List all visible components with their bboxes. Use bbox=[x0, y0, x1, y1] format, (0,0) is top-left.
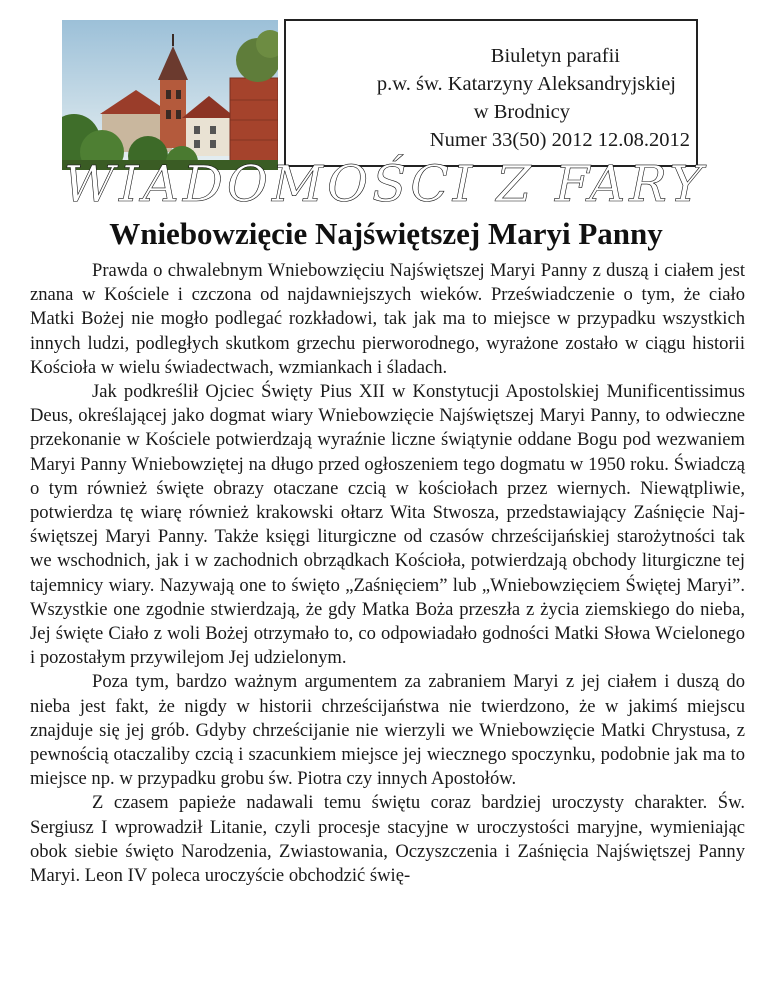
masthead bbox=[60, 156, 710, 212]
issue-number-date: Numer 33(50) 2012 12.08.2012 bbox=[429, 129, 690, 151]
article-title: Wniebowzięcie Najświętszej Maryi Panny bbox=[109, 216, 663, 251]
parish-name: p.w. św. Katarzyny Aleksandryjskiej bbox=[376, 73, 676, 95]
parish-location: w Brodnicy bbox=[473, 101, 570, 123]
church-town-image bbox=[62, 20, 278, 170]
header-photo bbox=[62, 20, 278, 170]
bulletin-label: Biuletyn parafii bbox=[490, 45, 620, 67]
masthead-title: WIADOMOŚCI Z FARY bbox=[63, 155, 707, 213]
paragraph: Poza tym, bardzo ważnym argumentem za zabraniem Maryi z jej ciałem i duszą do nieba jest fakt, że nigdy w historii chrześcijaństwa nie twierdzono, że w jakimś miejscu znajduje się jej grób. Gdyby chrześcijanie nie wierzyli we Wniebowzięcie Matki Chrystusa, z pewnością otaczaliby czcią i szacunkiem miejsce jej wiecznego spoczynku, podobnie jak ma to miejsce np. w przypadku grobu św. Piotra czy innych Apostołów. bbox=[30, 671, 745, 790]
article-body bbox=[30, 259, 745, 888]
paragraph: Z czasem papieże nadawali temu świętu coraz bardziej uroczysty charakter. Św. Sergiusz I wprowadził Litanie, czyli procesje stacyjne w uroczystości maryjne, wymieniając obok siebie święto Narodzenia, Zwiastowania, Oczyszczenia i Zaśnięcia Najświętszej Panny Maryi. Leon IV poleca uroczyście obchodzić świę- bbox=[30, 792, 745, 887]
bulletin-info-box bbox=[284, 19, 698, 167]
paragraph: Prawda o chwalebnym Wniebowzięciu Najświętszej Maryi Panny z duszą i ciałem jest znana w Kościele i czczona od najdawniejszych wieków. Przeświadczenie o tym, że ciało Matki Bożej nie mogło podlegać rozkładowi, tak jak ma to miejsce w przypadku wszystkich innych ludzi, podległych skutkom grzechu pierworodnego, wyrażone zostało w ciągu historii Kościoła w wielu świadectwach, wzmiankach i śladach. bbox=[30, 260, 745, 378]
paragraph: Jak podkreślił Ojciec Święty Pius XII w Konstytucji Apostolskiej Munificentissimus Deus, określającej jako dogmat wiary Wniebowzięcie Najświętszej Maryi Panny, to odwieczne przekonanie w Kościele potwierdzają wyraźnie liczne świątynie oddane Bogu pod wezwaniem Maryi Panny Wniebowziętej na długo przed ogłoszeniem tego dogmatu w 1950 roku. Świadczą o tym również święte obrazy otaczane czcią w kościołach przez wiernych. Niewątpliwie, potwierdza tę wiarę również krakowski ołtarz Wita Stwosza, przedstawiający Zaśnięcie Najświętszej Maryi Panny. Także księgi liturgiczne od czasów chrześcijańskiej starożytności tak we wschodnich, jak i w zachodnich obrządkach Kościoła, potwierdzają obchody liturgiczne tej tajemnicy wiary. Nazywają one to święto „Zaśnięciem” lub „Wniebowzięciem Świętej Maryi”. Wszystkie one zgodnie stwierdzają, że gdy Matka Boża przeszła z życia ziemskiego do nieba, Jej święte Ciało z woli Bożej otrzymało to, co odpowiadało godności Matki Słowa Wcielonego i pozostałym przywilejom Jej udzielonym. bbox=[30, 381, 745, 669]
